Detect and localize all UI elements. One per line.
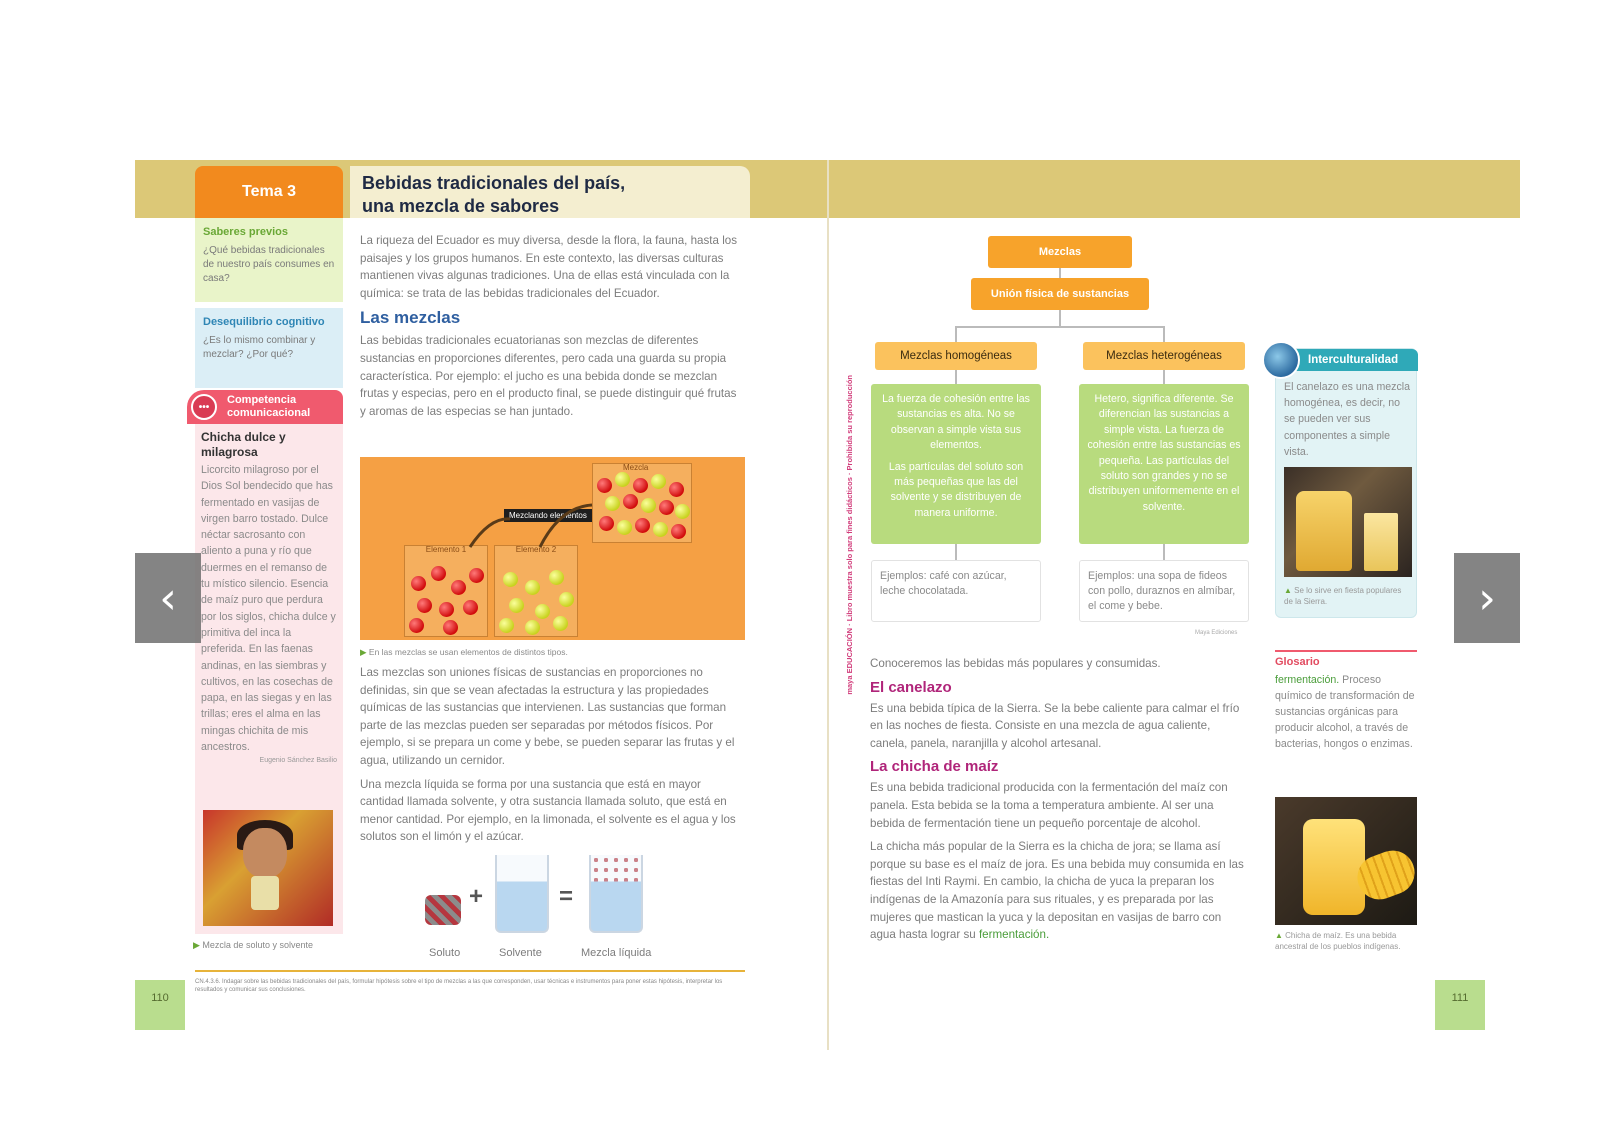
glossary-link-fermentacion[interactable]: fermentación.: [978, 928, 1050, 942]
canelazo-paragraph: Es una bebida típica de la Sierra. Se la bebe caliente para calmar el frío en las noches de fiesta. Consiste en una mezcla de agua caliente, canela, panela, naranjilla y alcohol artesanal.: [870, 701, 1240, 750]
desequilibrio-box: [195, 308, 343, 388]
connector: [1163, 326, 1165, 342]
connector: [955, 326, 1165, 328]
map-credit: Maya Ediciones: [1195, 630, 1238, 636]
mezcla-label: Mezcla: [623, 463, 649, 472]
canelazo-caption: [1284, 585, 1412, 607]
section-heading-chicha: La chicha de maíz: [870, 758, 999, 776]
connector: [955, 544, 957, 560]
photo-jug: [1296, 491, 1352, 571]
glosario-def-text: Proceso químico de transformación de sustancias orgánicas para producir alcohol, a través de bacterias, hongos o enzimas.: [1275, 674, 1415, 750]
saberes-heading: Saberes previos: [203, 226, 288, 238]
interculturalidad-box: [1275, 348, 1417, 618]
mixing-arrows: [360, 457, 745, 640]
liquida-paragraph: Una mezcla líquida se forma por una sustancia que está en mayor cantidad llamada solvente, y otra sustancia llamada soluto, que está en menor cantidad. Por ejemplo, en la limonada, el solvente es el agua y los solutos son el limón y el azúcar.: [360, 777, 736, 844]
plus-sign: +: [469, 883, 484, 910]
figure-caption-text: En las mezclas se usan elementos de distintos tipos.: [368, 647, 568, 657]
caption-arrow-icon: ▶: [360, 647, 369, 657]
intro-paragraph: La riqueza del Ecuador es muy diversa, desde la flora, la fauna, hasta los paisajes y los grupos humanos. En este contexto, las diversas culturas mantienen vivas algunas tradiciones. Una de ellas está vinculada con la química: se trata de las bebidas tradicionales del Ecuador.: [360, 234, 738, 300]
competencia-heading: [187, 390, 343, 424]
equals-sign: =: [559, 883, 574, 910]
title-line-1: Bebidas tradicionales del país,: [362, 173, 626, 193]
elemento-1-label: Elemento 1: [425, 545, 467, 554]
mezclando-label: Mezclando elementos: [504, 509, 592, 522]
chicha-paragraph-1: Es una bebida tradicional producida con la fermentación del maíz con panela. Esta bebida se la toma a temperatura ambiente. Al ser una bebida de fermentación tiene un pequeño porcentaje de alcohol.: [870, 781, 1228, 830]
photo-caption: [193, 940, 313, 951]
chicha-caption-text: Chicha de maíz. Es una bebida ancestral de los pueblos indígenas.: [1275, 931, 1401, 951]
section-heading-mezclas: Las mezclas: [360, 308, 461, 328]
desequilibrio-heading: Desequilibrio cognitivo: [203, 316, 325, 328]
homogeneas-description: [871, 384, 1041, 544]
next-page-button[interactable]: [1454, 553, 1520, 643]
homogeneas-examples: Ejemplos: café con azúcar, leche chocolatada.: [871, 560, 1041, 622]
concept-union: Unión física de sustancias: [971, 278, 1149, 310]
main-column-lower: [360, 664, 745, 852]
photo-glass: [1364, 513, 1398, 571]
glosario-definition: [1275, 672, 1417, 752]
connector: [1163, 370, 1165, 384]
photo-caption-text: Mezcla de soluto y solvente: [202, 940, 313, 950]
concept-heterogeneas: Mezclas heterogéneas: [1083, 342, 1245, 370]
heterogeneas-examples: Ejemplos: una sopa de fideos con pollo, duraznos en almíbar, el come y bebe.: [1079, 560, 1249, 622]
connector: [955, 326, 957, 342]
page-gutter: [827, 160, 829, 1050]
glosario-heading: Glosario: [1275, 656, 1320, 668]
elemento-2-label: Elemento 2: [515, 545, 557, 554]
glosario-box: [1275, 650, 1417, 790]
caption-arrow-icon: ▲: [1284, 586, 1295, 595]
interculturalidad-text: El canelazo es una mezcla homogénea, es decir, no se pueden ver sus componentes a simple vista.: [1284, 381, 1411, 458]
caption-arrow-icon: ▲: [1275, 931, 1286, 940]
mezcla-liquida-label: Mezcla líquida: [581, 947, 652, 959]
competencia-heading-text: Competencia comunicacional: [227, 394, 311, 419]
homo-desc-1: La fuerza de cohesión entre las sustancias es alta. No se observan a simple vista sus elementos.: [882, 393, 1030, 452]
interculturalidad-heading: Interculturalidad: [1276, 349, 1418, 371]
chevron-right-icon: ›: [1478, 572, 1496, 624]
solvente-label: Solvente: [499, 947, 542, 959]
section-heading-canelazo: El canelazo: [870, 678, 952, 696]
uniones-paragraph: Las mezclas son uniones físicas de sustancias en proporciones no definidas, sin que se vean afectadas la estructura y las propiedades químicas de las sustancias que intervienen. Las sustancias que forman parte de las mezclas pueden ser separadas por métodos físicos. Por ejemplo, si se prepara un come y bebe, se pueden separar las frutas y el agua, utilizando un cernidor.: [360, 666, 735, 767]
mixture-figure: [360, 457, 745, 640]
book-spread: [135, 160, 1520, 1050]
tema-tab: Tema 3: [195, 166, 343, 218]
poem-title: Chicha dulce y milagrosa: [201, 430, 286, 459]
chicha-paragraph-2: [870, 838, 1250, 944]
photo-jar: [1303, 819, 1365, 915]
photo-chicha-maiz: [1275, 797, 1417, 925]
heterogeneas-description: [1079, 384, 1249, 544]
chicha-paragraph-2-text: La chicha más popular de la Sierra es la chicha de jora; se llama así porque su base es el maíz de jora. Es una bebida muy consumida en las fiestas del Inti Raymi. En cambio, la chicha de yuca la preparan los indígenas de la Amazonía para sus rituales, y es preparada por las mujeres que mastican la yuca y la depositan en vasijas de barro con agua hasta lograr su: [870, 840, 1244, 942]
sidebar-left: [195, 218, 343, 388]
page-number-left: 110: [135, 980, 185, 1030]
previous-page-button[interactable]: [135, 553, 201, 643]
caption-arrow-icon: ▶: [193, 940, 203, 950]
connector: [955, 370, 957, 384]
mezcla-beaker: [589, 855, 643, 933]
title-line-2: una mezcla de sabores: [362, 196, 560, 216]
photo-face: [243, 828, 287, 878]
hetero-desc: Hetero, significa diferente. Se diferencian las sustancias a simple vista. La fuerza de cohesión entre las sustancias es pequeña. Las partículas del soluto son grandes y no se distribuyen uniformemente en el solvente.: [1087, 393, 1241, 513]
beakers-figure: [425, 855, 665, 965]
mezclas-paragraph: Las bebidas tradicionales ecuatorianas son mezclas de diferentes sustancias en proporciones diferentes, pero cada una guarda su propia característica. Por ejemplo: el jucho es una bebida donde se mezclan frutas y especias, pero en el producto final, se puede distinguir qué frutas y aromas de las especias se han juntado.: [360, 334, 737, 418]
glosario-term: fermentación.: [1275, 674, 1340, 686]
saberes-previos-box: [195, 218, 343, 302]
figure-caption: [360, 647, 568, 658]
page-number-right: 111: [1435, 980, 1485, 1030]
saberes-text: ¿Qué bebidas tradicionales de nuestro país consumes en casa?: [203, 245, 335, 284]
photo-woman-drinking: [203, 810, 333, 926]
poem-author: Eugenio Sánchez Basilio: [259, 757, 337, 765]
concept-homogeneas: Mezclas homogéneas: [875, 342, 1037, 370]
header-band-right: [828, 160, 1520, 218]
speech-icon: •••: [191, 394, 217, 420]
canelazo-caption-text: Se lo sirve en fiesta populares de la Sierra.: [1284, 586, 1402, 606]
photo-cup: [251, 876, 279, 910]
main-column: [360, 232, 745, 426]
connector: [1163, 544, 1165, 560]
soluto-label: Soluto: [429, 947, 461, 959]
soluto-particles: [425, 895, 461, 925]
poem-text: Licorcito milagroso por el Dios Sol bendecido que has fermentado en vasijas de virgen barro tostado. Dulce néctar sacrosanto con aliento a puna y río que duermes en el remanso de tu místico silencio. Esencia de maíz puro que perdura por los siglos, chicha dulce y primitiva del inca la preferida. En las faenas andinas, en las siembras y cultivos, en las cosechas de papa, en las siegas y en las trillas; eres el alma en las mingas chichita de mis ancestros.: [201, 464, 336, 754]
globe-icon: [1262, 341, 1300, 379]
solvente-beaker: [495, 855, 549, 933]
publisher-vertical-text: maya EDUCACIÓN · Libro muestra solo para fines didácticos · Prohibida su reproducción: [845, 375, 854, 695]
conoceremos-paragraph: Conoceremos las bebidas más populares y consumidas.: [870, 657, 1161, 670]
connector: [1059, 310, 1061, 326]
desequilibrio-text: ¿Es lo mismo combinar y mezclar? ¿Por qué?: [203, 335, 316, 360]
chevron-left-icon: ‹: [159, 572, 177, 624]
concept-root: Mezclas: [988, 236, 1132, 268]
page-title: [350, 166, 750, 218]
footer-standard: CN.4.3.6. Indagar sobre las bebidas tradicionales del país, formular hipótesis sobre el tipo de mezclas a las que corresponden, usar técnicas e instrumentos para poner estas hipótesis, interpretar los resultados y comunicar sus conclusiones.: [195, 979, 723, 993]
connector: [1059, 268, 1061, 278]
photo-canelazo: [1284, 467, 1412, 577]
footer-rule: [195, 970, 745, 972]
homo-desc-2: Las partículas del soluto son más pequeñas que las del solvente y se distribuyen de manera uniforme.: [888, 460, 1024, 519]
right-text-column: [870, 655, 1250, 950]
chicha-caption: [1275, 930, 1417, 952]
